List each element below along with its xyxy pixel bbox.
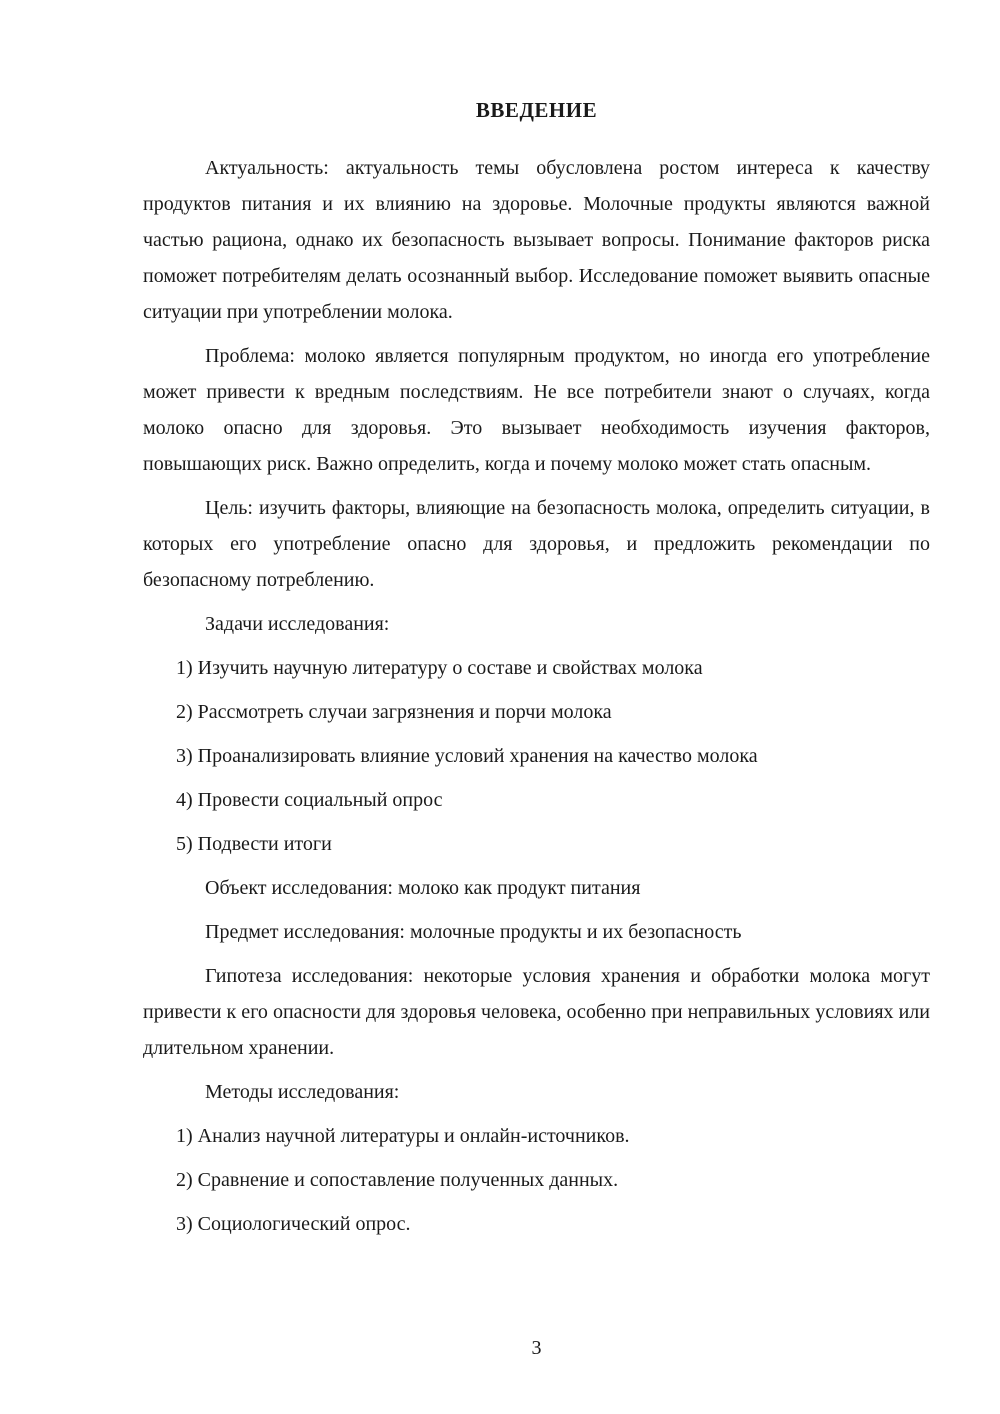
task-list-item: 3) Проанализировать влияние условий хранения на качество молока bbox=[176, 745, 758, 767]
tasks-list bbox=[143, 650, 930, 862]
paragraph-hypothesis: Гипотеза исследования: некоторые условия хранения и обработки молока могут привести к его опасности для здоровья человека, особенно при неправильных условиях или длительном хранении. bbox=[143, 965, 930, 1059]
method-list-item: 2) Сравнение и сопоставление полученных данных. bbox=[176, 1169, 619, 1191]
methods-list bbox=[143, 1118, 930, 1242]
paragraph-relevance: Актуальность: актуальность темы обусловлена ростом интереса к качеству продуктов питания и их влиянию на здоровье. Молочные продукты являются важной частью рациона, однако их безопасность вызывает вопросы. Понимание факторов риска поможет потребителям делать осознанный выбор. Исследование поможет выявить опасные ситуации при употреблении молока. bbox=[143, 157, 930, 323]
tasks-heading: Задачи исследования: bbox=[205, 613, 390, 635]
paragraph-problem: Проблема: молоко является популярным продуктом, но иногда его употребление может привести к вредным последствиям. Не все потребители знают о случаях, когда молоко опасно для здоровья. Это вызывает необходимость изучения факторов, повышающих риск. Важно определить, когда и почему молоко может стать опасным. bbox=[143, 345, 930, 475]
methods-heading: Методы исследования: bbox=[205, 1081, 400, 1103]
method-list-item: 3) Социологический опрос. bbox=[176, 1213, 411, 1235]
task-list-item: 5) Подвести итоги bbox=[176, 833, 332, 855]
page-number: 3 bbox=[531, 1337, 542, 1359]
task-list-item: 1) Изучить научную литературу о составе и свойствах молока bbox=[176, 657, 703, 679]
method-list-item: 1) Анализ научной литературы и онлайн-источников. bbox=[176, 1125, 630, 1147]
task-list-item: 4) Провести социальный опрос bbox=[176, 789, 443, 811]
task-list-item: 2) Рассмотреть случаи загрязнения и порчи молока bbox=[176, 701, 612, 723]
paragraph-object: Объект исследования: молоко как продукт питания bbox=[205, 877, 641, 899]
paragraph-subject: Предмет исследования: молочные продукты и их безопасность bbox=[205, 921, 742, 943]
paragraph-goal: Цель: изучить факторы, влияющие на безопасность молока, определить ситуации, в которых его употребление опасно для здоровья, и предложить рекомендации по безопасному потреблению. bbox=[143, 497, 930, 591]
page-title: ВВЕДЕНИЕ bbox=[475, 98, 598, 122]
